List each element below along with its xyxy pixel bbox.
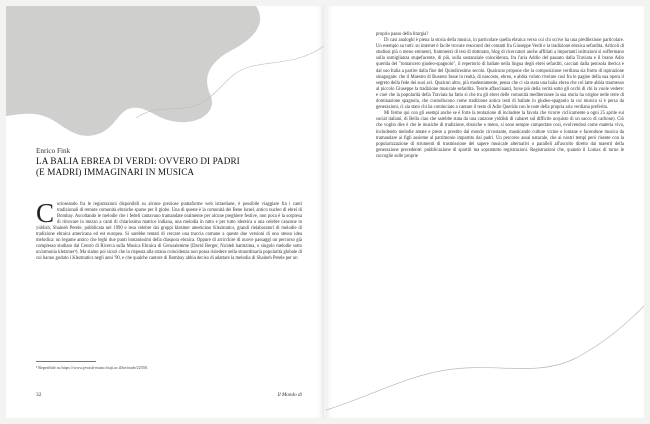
right-paragraph-2: Di casi analoghi è piena la storia della musica, in particolare quella ebraica verso cui chi scrive ha una predilezione particolare. Un esempio su tutti: su internet è facile trovare resoconti dei contatti fra Giuseppe Verdi e la tradizione ebraica sefardita. Articoli di studiosi più o meno eminenti, frammenti di tesi di dottorato, blog di ricercatori anche affiliati a importanti istituzioni si soffermano sulla somiglianza stupefacente, di più, sulla sostanziale coincidenza, fra l'aria Addio del passato dalla Traviata e il brano Adio querida del "romancero giudeo-spagnolo", il repertorio di ballate nella lingua degli ebrei sefarditi, cacciati dalla penisola iberica e dal suo Italia a partire dalla fine del Quindicesimo secolo. Qualcuno propone che la composizione verdiana sia frutto di ispirazione sinagogale: che il Maestro di Busseto fosse in realtà, di nascosto, ebreo, e abbia voluto rivelare così fra le pagine della sua opera il segreto della fede dei suoi avi. Qualcun altro, più modestamente, pensa che ci sia stata una balia ebrea che col latte abbia trasmesso al piccolo Giuseppe la tradizione musicale sefardita. Teorie affascinanti, forse più della verità sotto gli occhi di chi la vuole vedere: e cioè che la popolarità della Traviata ha fatto sì che tra gli ebrei delle comunità mediterranee la sua storia ha origine nelle terre di dominazione spagnola, che custodiscono come tradizione antica testi di ballate in giudeo-spagnolo la cui musica si è persa da generazioni, ci sia stato chi ha cominciato a cantare il testo di Adio Querida con le note della propria aria verdiana preferita. [376,38,624,111]
left-body-paragraph: urioseando fra le registrazioni disponibili su alcune preziose piattaforme web istraeliane, è possibile viaggiare fra i canti tradizionali di remote comunità ebraiche sparse per il globo. Una di queste è la comunità dei Bene Israel, antico nucleo di ebrei di Bombay. Ascoltando le melodie che i fedeli cantavano tramandate oralmente per alcune preghiere festive, non poca è la sorpresa di ritrovare in mezzo a canti di chiarissima matrice indiana, una melodia in tutto e per tutto identica a una celebre canzone in yiddish, Shaineh Perele, pubblicata nel 1990 e resa celebre dai gruppi klezmer americano Klezmatics, grandi rielaboratori di melodie di tradizione ebraica americana ed est europea. Si sarebbe tentati di cercare una traccia comune a queste due versioni di uno stesso idea melodica: un legame antico che leghi due punti lontanissimi della diaspora ebraica. Oppure di arricchire di nuove passaggi un percorso già complesso studiato dal Centro di Ricerca sulla Musica Ebraica di Gerusalemme (David Berger, Na'aleh hamtzima, o singolo melodie sotto un'armonia kletzmer¹). Ma siamo poi sicuri che la risposta alla strana coincidenza non possa risiedere nella straordinaria popolarità globale di cui hanno goduto i Klezmatics negli anni '90, e che qualche cantore di Bombay abbia deciso di adattare la melodia di Shaineh Perele per un [36,202,302,261]
title-line-2: (E MADRI) IMMAGINARI IN MUSICA [36,166,195,177]
book-spread [6,6,644,418]
right-page [326,6,644,418]
drop-cap: C [36,198,55,228]
gray-blob-decoration [6,6,324,146]
right-body-text [376,32,624,160]
right-paragraph-3: Mi fermo qui con gli esempi anche se è forte la tentazione di includere la favola che ricorre ciclicamente a ogni 25 aprile sui social italiani, di Bella ciao che sarebbe stata da una canzone yiddish di cabaret sul difficile acquisto di un sacco di carbone). Ciò che voglio dire è che le musiche di tradizione, ebraiche o meno, si sono sempre comportate così, evolvendosi come materia viva, includendo melodie amate e prese a prestito dal mondo circostante, masticando culture vicine e lontane e facendone musica da tramandare ai figli assieme al patrimonio impartito dai padri. Un percorso assai naturale, che ai nostri tempi però risente con la popolarizzazione di strumenti di trasmissione del sapere musicale alternativi o paralleli all'ascolto diretto dai maestri della generazione precedente: pubblicazione di spartiti ma soprattutto registrazioni. Registrazioni che, quando il Lomax di turno le raccoglie sulle proprie [376,111,624,159]
title-line-1: LA BALIA EBREA DI VERDI: OVVERO DI PADRI [36,156,240,166]
article-author: Enrico Fink [36,147,71,155]
right-paragraph-1: proprio passo della liturgia? [376,32,429,37]
left-page [6,6,324,418]
left-body-text [36,198,302,262]
article-title [36,156,306,178]
running-head: Il Mondo di [277,392,302,398]
footnote-rule [36,361,96,362]
footnote: ¹ Reperibile su https://www.jewish-music.huji.ac.il/he/node/22550. [36,365,149,370]
page-number: 32 [36,392,42,398]
